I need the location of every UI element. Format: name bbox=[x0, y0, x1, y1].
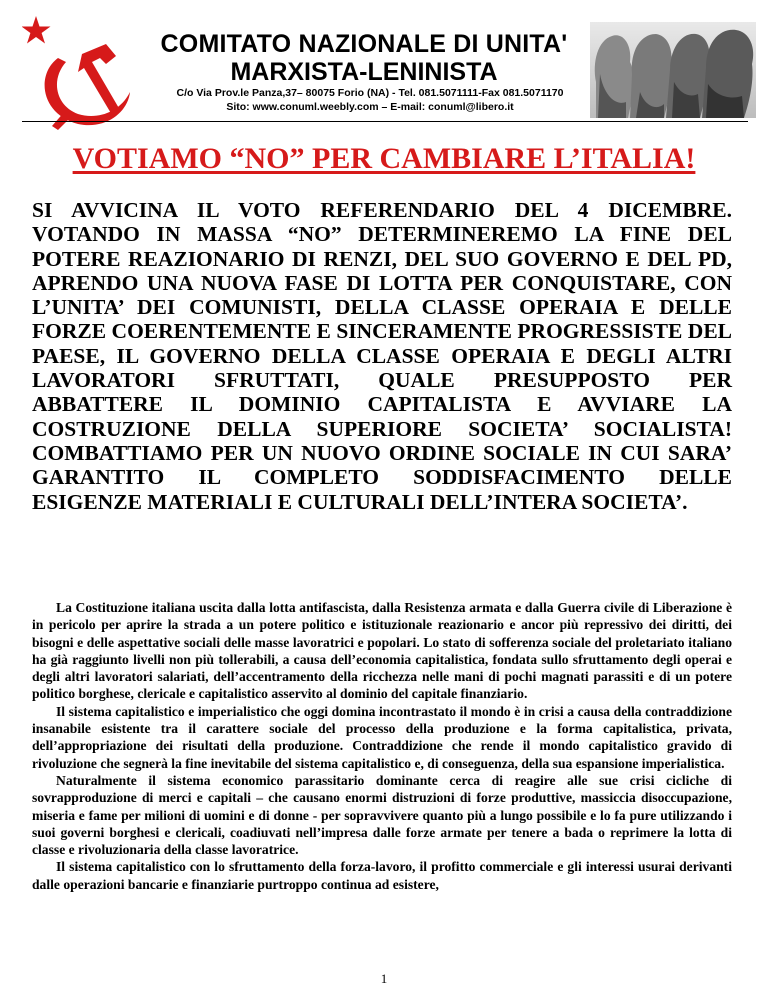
contact-line: Sito: www.conuml.weebly.com – E-mail: conuml@libero.it bbox=[226, 101, 514, 113]
address-line: C/o Via Prov.le Panza,37– 80075 Forio (NA) - Tel. 081.5071111-Fax 081.5071170 bbox=[176, 87, 564, 99]
red-star-hammer-sickle-icon bbox=[22, 14, 140, 132]
header-divider bbox=[22, 121, 748, 122]
four-leader-profiles-image bbox=[590, 22, 756, 118]
page-number: 1 bbox=[380, 971, 388, 986]
organization-name-line2: MARXISTA-LENINISTA bbox=[230, 58, 498, 86]
intro-statement: SI AVVICINA IL VOTO REFERENDARIO DEL 4 DICEMBRE. VOTANDO IN MASSA “NO” DETERMINEREMO LA FINE DEL POTERE REAZIONARIO DI RENZI, DEL SUO GOVERNO E DEL PD, APRENDO UNA NUOVA FASE DI LOTTA PER CONQUISTARE, CON L’UNITA’ DEI COMUNISTI, DELLA CLASSE OPERAIA E DELLE FORZE COERENTEMENTE E SINCERAMENTE PROGRESSISTE DEL PAESE, IL GOVERNO DELLA CLASSE OPERAIA E DEGLI ALTRI LAVORATORI SFRUTTATI, QUALE PRESUPPOSTO PER ABBATTERE IL DOMINIO CAPITALISTA E AVVIARE LA COSTRUZIONE DELLA SUPERIORE SOCIETA’ SOCIALISTA! COMBATTIAMO PER UN NUOVO ORDINE SOCIALE IN CUI SARA’ GARANTITO IL COMPLETO SODDISFACIMENTO DELLE ESIGENZE MATERIALI E CULTURALI DELL’INTERA SOCIETA’. bbox=[32, 198, 732, 514]
paragraph-1: La Costituzione italiana uscita dalla lotta antifascista, dalla Resistenza armata e dalla Guerra civile di Liberazione è in pericolo per aprire la strada a un potere politico e istituzionale reazionario e ancor più repressivo dei diritti, dei bisogni e delle aspettative sociali delle masse lavoratrici e popolari. Lo stato di sofferenza sociale del proletariato italiano ha già raggiunto livelli non più tollerabili, a causa dell’economia capitalistica, fondata sullo sfruttamento degli operai e degli altri lavoratori salariati, dell’accentramento della ricchezza nelle mani di pochi magnati parassiti e di un potere politico borghese, clericale e capitalistico asservito al dominio del capitale finanziario. bbox=[32, 600, 732, 702]
hammer-icon bbox=[78, 44, 120, 115]
portrait-1 bbox=[595, 35, 634, 118]
paragraph-4: Il sistema capitalistico con lo sfruttamento della forza-lavoro, il profitto commerciale e gli interessi usurai derivanti dalle operazioni bancarie e finanziarie purtroppo continua ad esistere, bbox=[32, 859, 732, 892]
organization-name-line1: COMITATO NAZIONALE DI UNITA' bbox=[160, 30, 568, 58]
paragraph-2: Il sistema capitalistico e imperialistico che oggi domina incontrastato il mondo è in crisi a causa della contraddizione insanabile esistente tra il carattere sociale del processo della produzione e la forma capitalistica, privata, dell’appropriazione dei risultati della produzione. Contraddizione che rende il mondo capitalistico gravido di rivoluzione che segnerà la fine inevitabile del sistema capitalistico e, di conseguenza, della sua espansione imperialistica. bbox=[32, 703, 732, 771]
page-title: VOTIAMO “NO” PER CAMBIARE L’ITALIA! bbox=[72, 142, 696, 175]
body-text bbox=[32, 599, 732, 893]
red-star-icon bbox=[22, 16, 51, 44]
paragraph-3: Naturalmente il sistema economico parassitario dominante cerca di reagire alle sue crisi cicliche di sovrapproduzione di merci e capitali – che causano enormi distruzioni di forze produttive, massiccia disoccupazione, miseria e fame per milioni di uomini e di donne - per sopravvivere quanto più a lungo possibile e lo fa pure utilizzando i suoi governi borghesi e clericali, coadiuvati nell’impresa dalle forze armate per tenere a bada o reprimere la lotta di classe e rivoluzionaria della classe lavoratrice. bbox=[32, 772, 732, 858]
